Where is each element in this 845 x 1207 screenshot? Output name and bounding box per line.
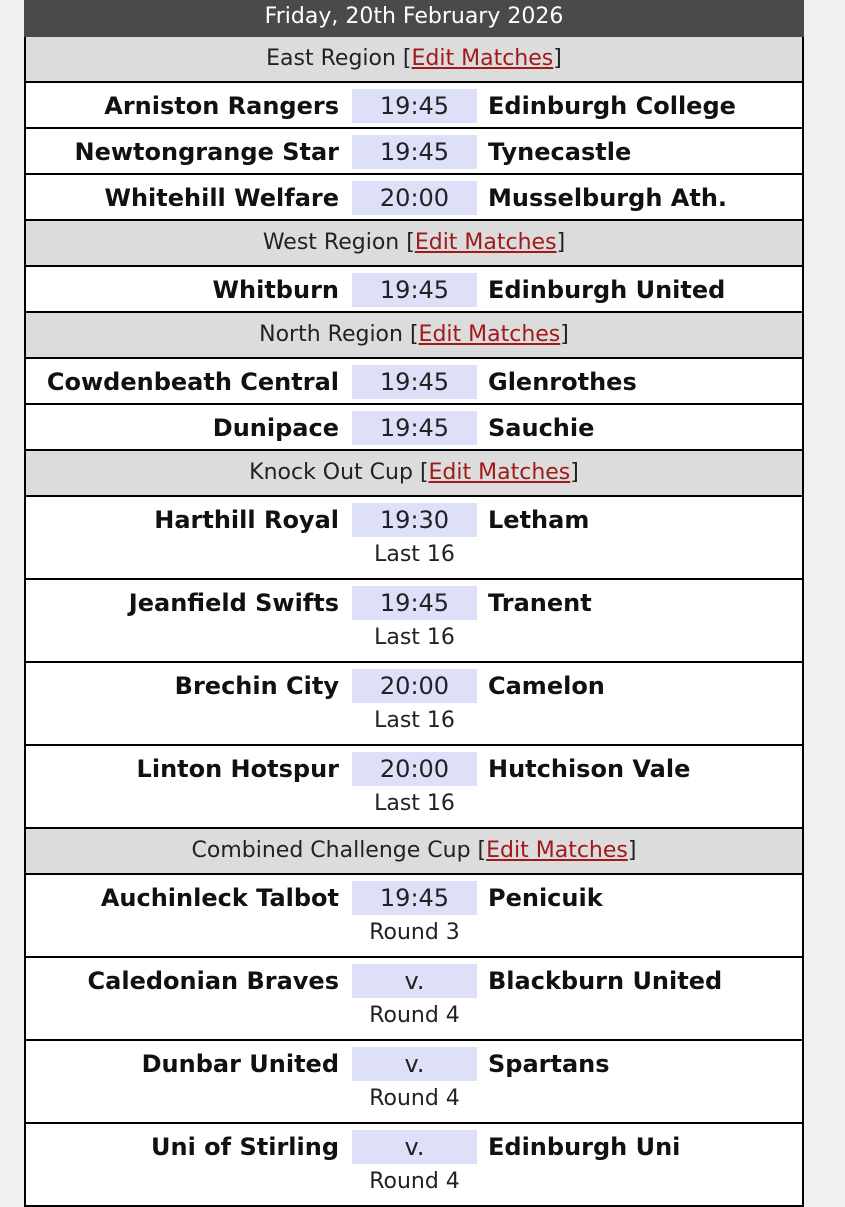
edit-matches-link[interactable]: Edit Matches bbox=[414, 230, 557, 255]
away-team: Tranent bbox=[488, 589, 592, 617]
match-row bbox=[24, 497, 804, 580]
section-header: East Region [Edit Matches] bbox=[24, 37, 804, 83]
match-row bbox=[24, 405, 804, 451]
match-row bbox=[24, 359, 804, 405]
kickoff-time: v. bbox=[352, 1130, 477, 1164]
section-header: West Region [Edit Matches] bbox=[24, 221, 804, 267]
kickoff-time: 19:45 bbox=[352, 586, 477, 620]
kickoff-time: 20:00 bbox=[352, 669, 477, 703]
section-name: Knock Out Cup bbox=[249, 460, 413, 485]
away-team: Hutchison Vale bbox=[488, 755, 691, 783]
kickoff-time: v. bbox=[352, 964, 477, 998]
edit-matches-link[interactable]: Edit Matches bbox=[411, 46, 554, 71]
home-team: Brechin City bbox=[174, 672, 339, 700]
away-team: Camelon bbox=[488, 672, 605, 700]
away-team: Edinburgh College bbox=[488, 92, 736, 120]
match-row bbox=[24, 746, 804, 829]
home-team: Whitehill Welfare bbox=[104, 184, 339, 212]
match-row bbox=[24, 663, 804, 746]
match-row bbox=[24, 875, 804, 958]
home-team: Uni of Stirling bbox=[151, 1133, 339, 1161]
section-name: North Region bbox=[259, 322, 403, 347]
kickoff-time: v. bbox=[352, 1047, 477, 1081]
round-label: Last 16 bbox=[374, 708, 455, 733]
home-team: Arniston Rangers bbox=[104, 92, 339, 120]
section-name: East Region bbox=[266, 46, 396, 71]
home-team: Newtongrange Star bbox=[74, 138, 339, 166]
kickoff-time: 19:30 bbox=[352, 503, 477, 537]
match-row bbox=[24, 580, 804, 663]
date-header: Friday, 20th February 2026 bbox=[24, 0, 804, 37]
section-name: West Region bbox=[262, 230, 400, 255]
match-row bbox=[24, 1041, 804, 1124]
home-team: Caledonian Braves bbox=[87, 967, 339, 995]
round-label: Round 4 bbox=[369, 1169, 460, 1194]
away-team: Edinburgh Uni bbox=[488, 1133, 681, 1161]
kickoff-time: 19:45 bbox=[352, 135, 477, 169]
away-team: Glenrothes bbox=[488, 368, 637, 396]
home-team: Linton Hotspur bbox=[136, 755, 339, 783]
home-team: Harthill Royal bbox=[154, 506, 339, 534]
round-label: Round 4 bbox=[369, 1003, 460, 1028]
fixtures-list bbox=[24, 0, 804, 1207]
kickoff-time: 19:45 bbox=[352, 273, 477, 307]
round-label: Last 16 bbox=[374, 625, 455, 650]
home-team: Dunipace bbox=[212, 414, 339, 442]
round-label: Round 4 bbox=[369, 1086, 460, 1111]
section-header: Combined Challenge Cup [Edit Matches] bbox=[24, 829, 804, 875]
kickoff-time: 19:45 bbox=[352, 365, 477, 399]
home-team: Jeanfield Swifts bbox=[128, 589, 339, 617]
edit-matches-link[interactable]: Edit Matches bbox=[428, 460, 571, 485]
match-row bbox=[24, 267, 804, 313]
away-team: Tynecastle bbox=[488, 138, 632, 166]
fixtures-body bbox=[24, 37, 804, 1207]
home-team: Auchinleck Talbot bbox=[100, 884, 339, 912]
round-label: Round 3 bbox=[369, 920, 460, 945]
kickoff-time: 20:00 bbox=[352, 181, 477, 215]
match-row bbox=[24, 83, 804, 129]
section-name: Combined Challenge Cup bbox=[191, 838, 471, 863]
away-team: Penicuik bbox=[488, 884, 603, 912]
edit-matches-link[interactable]: Edit Matches bbox=[486, 838, 628, 863]
kickoff-time: 19:45 bbox=[352, 89, 477, 123]
section-header: North Region [Edit Matches] bbox=[24, 313, 804, 359]
away-team: Blackburn United bbox=[488, 967, 723, 995]
away-team: Letham bbox=[488, 506, 590, 534]
away-team: Spartans bbox=[488, 1050, 610, 1078]
match-row bbox=[24, 958, 804, 1041]
home-team: Dunbar United bbox=[141, 1050, 339, 1078]
home-team: Cowdenbeath Central bbox=[46, 368, 339, 396]
match-row bbox=[24, 175, 804, 221]
match-row bbox=[24, 129, 804, 175]
kickoff-time: 19:45 bbox=[352, 411, 477, 445]
section-header: Knock Out Cup [Edit Matches] bbox=[24, 451, 804, 497]
home-team: Whitburn bbox=[212, 276, 339, 304]
round-label: Last 16 bbox=[374, 542, 455, 567]
match-row bbox=[24, 1124, 804, 1207]
edit-matches-link[interactable]: Edit Matches bbox=[418, 322, 561, 347]
away-team: Musselburgh Ath. bbox=[488, 184, 728, 212]
kickoff-time: 19:45 bbox=[352, 881, 477, 915]
away-team: Edinburgh United bbox=[488, 276, 726, 304]
kickoff-time: 20:00 bbox=[352, 752, 477, 786]
away-team: Sauchie bbox=[488, 414, 595, 442]
round-label: Last 16 bbox=[374, 791, 455, 816]
